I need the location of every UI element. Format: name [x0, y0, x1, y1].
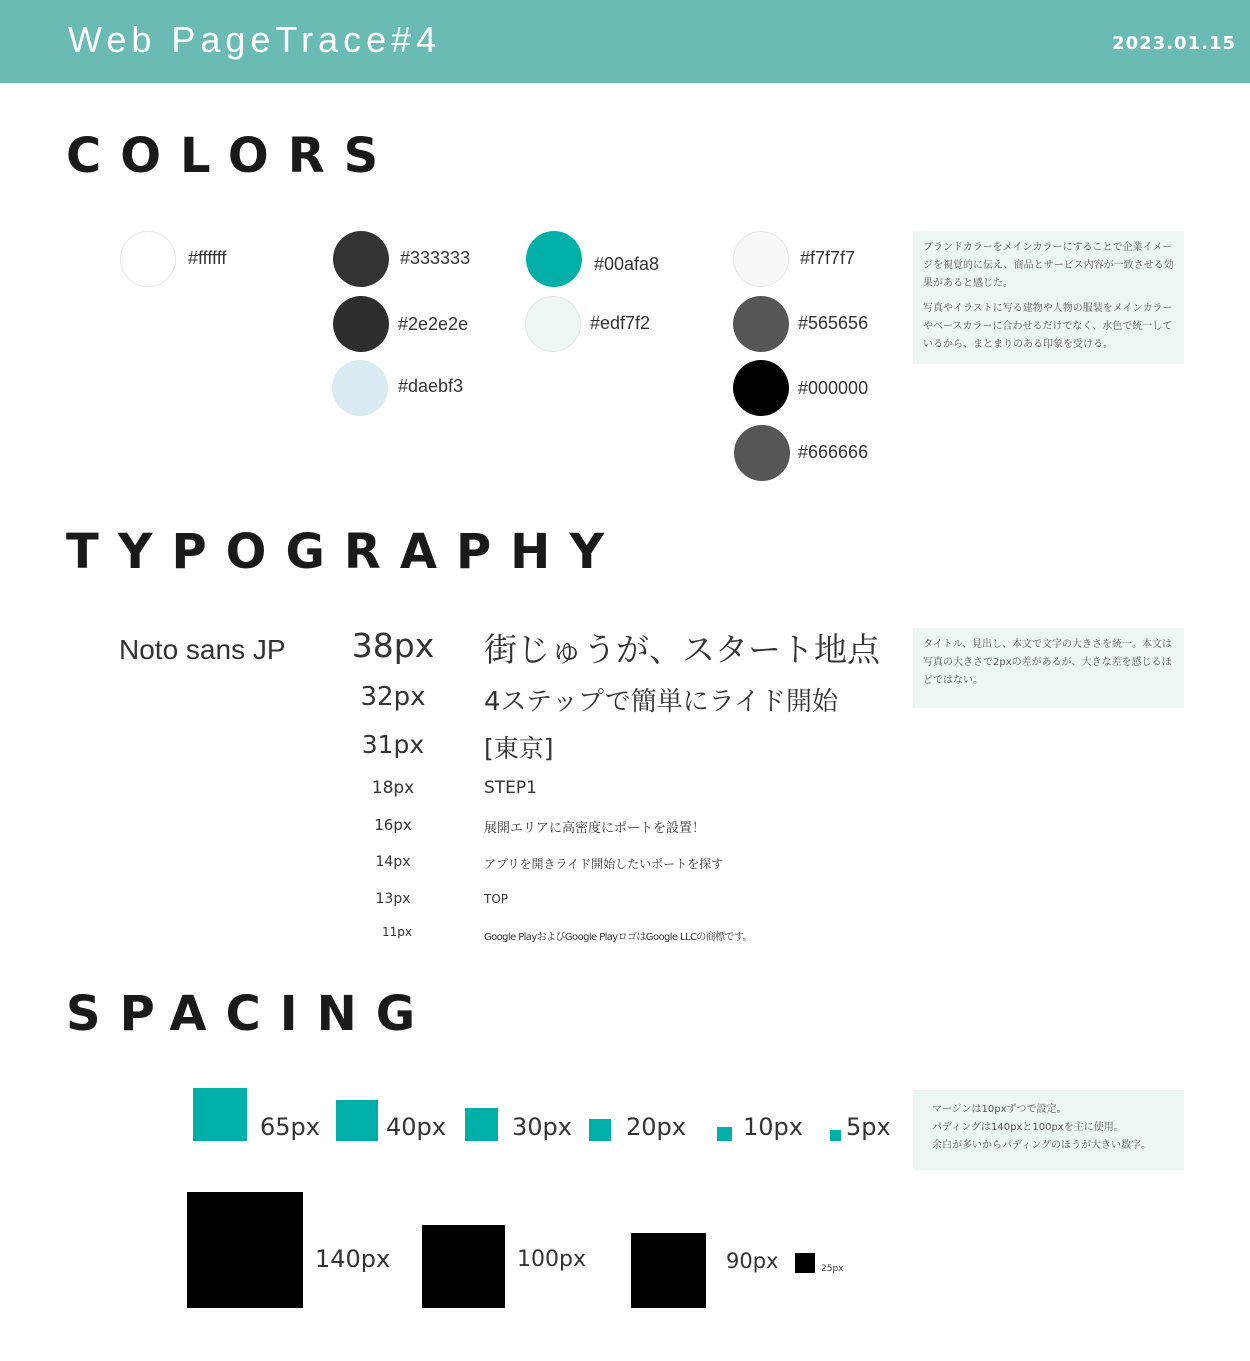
page-title: Web PageTrace#4	[68, 19, 442, 60]
spacing-note-line: 余白が多いからパディングのほうが大きい数字。	[932, 1140, 1151, 1151]
color-swatch-f7f7f7	[733, 231, 789, 287]
colors-heading: COLORS	[66, 128, 398, 184]
type-size-label: 11px	[382, 925, 412, 939]
colors-note-paragraph: ブランドカラーをメインカラーにすることで企業イメージを視覚的に伝え、商品とサービス内容が一致させる効果があると感じた。	[923, 242, 1174, 289]
padding-sample-100	[422, 1225, 505, 1308]
color-label: #ffffff	[188, 248, 227, 268]
margin-label: 20px	[626, 1113, 686, 1141]
typography-heading: TYPOGRAPHY	[66, 524, 624, 580]
type-sample: 4ステップで簡単にライド開始	[484, 687, 839, 717]
margin-sample-10	[717, 1127, 732, 1141]
color-swatch-daebf3	[332, 360, 388, 416]
margin-label: 5px	[846, 1113, 891, 1141]
color-swatch-000000	[733, 360, 789, 416]
typography-note	[913, 628, 1184, 708]
color-swatch-565656	[733, 296, 789, 352]
color-label: #daebf3	[398, 376, 464, 396]
type-sample: [東京]	[484, 734, 554, 763]
color-label: #00afa8	[594, 254, 660, 274]
color-swatch-ffffff	[120, 231, 176, 287]
margin-sample-30	[465, 1108, 498, 1141]
spacing-heading: SPACING	[66, 986, 435, 1042]
color-label: #565656	[798, 313, 869, 333]
type-sample: TOP	[484, 892, 509, 906]
padding-label: 100px	[517, 1247, 586, 1272]
color-swatch-2e2e2e	[333, 296, 389, 352]
color-label: #f7f7f7	[800, 248, 856, 268]
type-sample: Google PlayおよびGoogle PlayロゴはGoogle LLCの商標です。	[484, 932, 752, 943]
font-family-name: Noto sans JP	[119, 634, 286, 665]
color-label: #333333	[400, 248, 471, 268]
spacing-note-line: マージンは10pxずつで設定。	[932, 1104, 1067, 1115]
type-sample: アプリを開きライド開始したいポートを探す	[484, 857, 724, 871]
padding-label: 90px	[726, 1249, 779, 1273]
type-size-label: 18px	[371, 778, 415, 798]
color-swatch-333333	[333, 231, 389, 287]
type-size-label: 38px	[351, 626, 435, 665]
margin-label: 30px	[512, 1113, 572, 1141]
color-swatch-666666	[734, 425, 790, 481]
padding-sample-25	[795, 1253, 815, 1273]
padding-sample-140	[187, 1192, 303, 1308]
margin-sample-40	[336, 1100, 378, 1141]
color-label: #000000	[798, 378, 869, 398]
color-swatch-edf7f2	[525, 296, 581, 352]
colors-note-paragraph: 写真やイラストに写る建物や人物の服装をメインカラーやベースカラーに合わせるだけでなく、水色で統一しているから、まとまりのある印象を受ける。	[923, 303, 1173, 350]
margin-sample-20	[589, 1119, 611, 1141]
type-size-label: 16px	[374, 816, 412, 834]
color-label: #666666	[798, 442, 869, 462]
padding-label: 25px	[821, 1264, 844, 1274]
typography-note-paragraph: タイトル、見出し、本文で文字の大きさを統一。本文は写真の大きさで2pxの差があるが、大きな差を感じるほどではない。	[923, 639, 1172, 686]
padding-label: 140px	[315, 1245, 391, 1273]
type-sample: STEP1	[484, 778, 537, 798]
page-date: 2023.01.15	[1112, 33, 1236, 54]
type-size-label: 13px	[375, 891, 411, 907]
padding-sample-90	[631, 1233, 706, 1308]
margin-label: 40px	[386, 1113, 446, 1141]
color-label: #2e2e2e	[398, 314, 469, 334]
margin-label: 10px	[743, 1113, 803, 1141]
margin-sample-65	[193, 1088, 247, 1141]
spacing-note-line: パディングは140pxと100pxを主に使用。	[932, 1122, 1124, 1133]
type-sample: 街じゅうが、スタート地点	[484, 630, 880, 669]
type-sample: 展開エリアに高密度にポートを設置！	[484, 821, 706, 836]
color-swatch-00afa8	[526, 231, 582, 287]
page-header	[0, 0, 1250, 83]
type-size-label: 14px	[375, 854, 411, 870]
color-label: #edf7f2	[590, 313, 651, 333]
margin-label: 65px	[260, 1113, 320, 1141]
type-size-label: 32px	[360, 682, 426, 712]
margin-sample-5	[830, 1130, 841, 1141]
type-size-label: 31px	[361, 730, 425, 759]
spacing-note	[913, 1090, 1184, 1170]
colors-note	[913, 231, 1184, 364]
